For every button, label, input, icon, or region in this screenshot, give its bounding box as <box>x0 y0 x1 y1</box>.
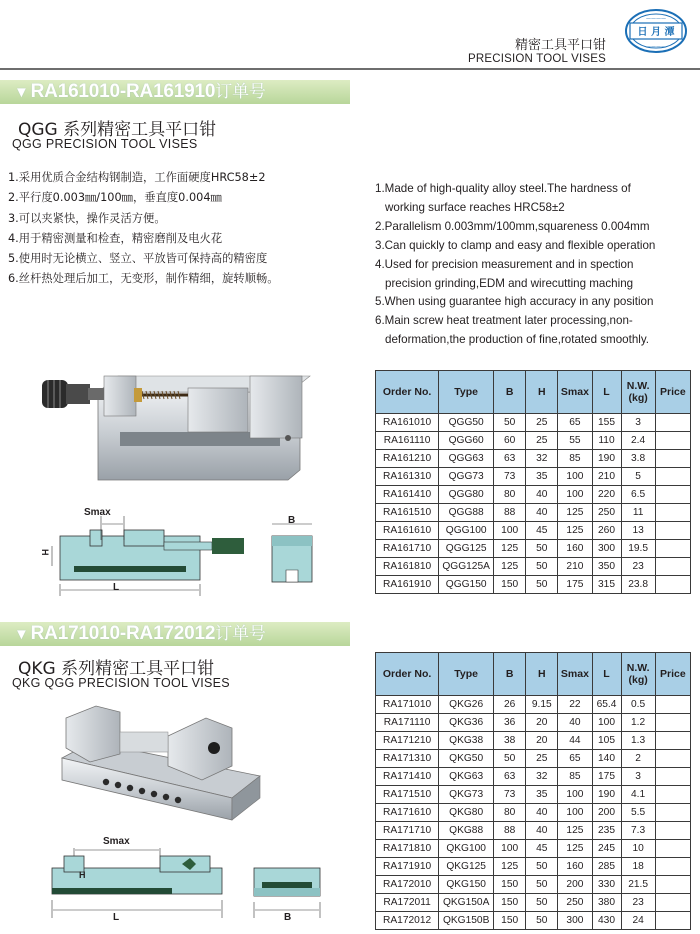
table-cell: 60 <box>494 432 526 450</box>
qkg-b-label: B <box>284 912 292 923</box>
qgg-l-label: L <box>113 582 120 593</box>
table-cell: 0.5 <box>621 696 655 714</box>
table-cell <box>655 750 690 768</box>
table-cell: 40 <box>526 804 558 822</box>
table-cell: 100 <box>558 786 592 804</box>
table-cell: 35 <box>526 468 558 486</box>
table-cell <box>655 912 690 930</box>
table-cell <box>655 894 690 912</box>
table-header-row <box>376 371 691 414</box>
table-cell: RA161910 <box>376 576 439 594</box>
section1-banner-text <box>14 80 266 104</box>
table-cell: QKG38 <box>439 732 494 750</box>
table-cell: 190 <box>592 450 621 468</box>
col-h: H <box>526 371 558 414</box>
table-cell: 50 <box>494 750 526 768</box>
table-cell: 88 <box>494 822 526 840</box>
table-cell: RA171610 <box>376 804 439 822</box>
table-cell <box>655 768 690 786</box>
table-cell: 63 <box>494 450 526 468</box>
table-cell: 300 <box>592 540 621 558</box>
table-cell: RA161810 <box>376 558 439 576</box>
table-cell: 1.2 <box>621 714 655 732</box>
section2-banner-text <box>14 622 266 646</box>
table-cell: RA171910 <box>376 858 439 876</box>
section1-title-en: QGG PRECISION TOOL VISES <box>12 137 198 151</box>
table-cell: 200 <box>592 804 621 822</box>
table-row <box>376 732 691 750</box>
table-cell: RA171710 <box>376 822 439 840</box>
table-cell: 32 <box>526 450 558 468</box>
feature-cn: 6.丝杆热处理后加工，无变形，制作精细，旋转顺畅。 <box>8 272 279 286</box>
table-cell: 330 <box>592 876 621 894</box>
table-cell: 85 <box>558 450 592 468</box>
feature-en: 3.Can quickly to clamp and easy and flexible operation <box>375 238 656 252</box>
table-cell: 55 <box>558 432 592 450</box>
feature-en: 2.Parallelism 0.003mm/100mm,squareness 0.004mm <box>375 219 650 233</box>
table-cell: 88 <box>494 504 526 522</box>
table-cell: QKG150B <box>439 912 494 930</box>
table-cell: 100 <box>494 840 526 858</box>
table-cell: 45 <box>526 840 558 858</box>
qkg-l-label: L <box>113 912 120 923</box>
feature-en: 5.When using guarantee high accuracy in any position <box>375 295 654 309</box>
table-cell: 100 <box>558 468 592 486</box>
table-cell <box>655 486 690 504</box>
table-cell: 22 <box>558 696 592 714</box>
table-cell: 23.8 <box>621 576 655 594</box>
table-cell: QGG125 <box>439 540 494 558</box>
table-cell: RA172012 <box>376 912 439 930</box>
svg-text:日 月 潭: 日 月 潭 <box>637 27 675 38</box>
table-cell: RA171810 <box>376 840 439 858</box>
table-cell: 250 <box>592 504 621 522</box>
table-cell: 100 <box>558 804 592 822</box>
table-cell: RA171310 <box>376 750 439 768</box>
table-cell: 50 <box>526 876 558 894</box>
table-cell: QKG150A <box>439 894 494 912</box>
table-cell: 50 <box>526 558 558 576</box>
table-cell: 7.3 <box>621 822 655 840</box>
table-cell: QGG63 <box>439 450 494 468</box>
table-cell: 210 <box>592 468 621 486</box>
col-type: Type <box>439 371 494 414</box>
table-cell: 350 <box>592 558 621 576</box>
table-cell: QGG60 <box>439 432 494 450</box>
table-cell: 380 <box>592 894 621 912</box>
table-cell: 100 <box>494 522 526 540</box>
table-cell: QKG63 <box>439 768 494 786</box>
table-cell: 40 <box>558 714 592 732</box>
table-cell: 50 <box>526 540 558 558</box>
table-cell: 150 <box>494 912 526 930</box>
table-row <box>376 804 691 822</box>
table-cell: 3 <box>621 768 655 786</box>
table-cell: 50 <box>526 576 558 594</box>
col-type: Type <box>439 653 494 696</box>
svg-text:————: ———— <box>646 44 666 50</box>
table-cell: 19.5 <box>621 540 655 558</box>
table-cell: QKG88 <box>439 822 494 840</box>
table-cell: 32 <box>526 768 558 786</box>
table-cell: QKG125 <box>439 858 494 876</box>
section1-order-label: 订单号 <box>215 82 266 102</box>
brand-logo <box>624 8 688 54</box>
qgg-b-label: B <box>288 515 296 526</box>
table-cell: QKG50 <box>439 750 494 768</box>
qkg-spec-table <box>375 652 691 930</box>
table-row <box>376 504 691 522</box>
table-row <box>376 522 691 540</box>
table-cell: 35 <box>526 786 558 804</box>
table-cell: RA172011 <box>376 894 439 912</box>
feature-cn: 5.使用时无论横立、竖立、平放皆可保持高的精密度 <box>8 252 268 266</box>
table-cell: QKG150 <box>439 876 494 894</box>
table-row <box>376 876 691 894</box>
feature-en: 1.Made of high-quality alloy steel.The hardness of <box>375 182 631 195</box>
table-cell: 50 <box>526 894 558 912</box>
qgg-vise-image <box>38 362 320 502</box>
table-cell: 11 <box>621 504 655 522</box>
table-cell: RA161210 <box>376 450 439 468</box>
table-cell: 26 <box>494 696 526 714</box>
table-cell: 80 <box>494 804 526 822</box>
table-cell: 23 <box>621 894 655 912</box>
feature-cn: 1.采用优质合金结构钢制造，工作面硬度HRC58±2 <box>8 171 266 184</box>
section2-title-en: QKG QGG PRECISION TOOL VISES <box>12 676 230 690</box>
table-cell: 160 <box>558 858 592 876</box>
table-cell: 24 <box>621 912 655 930</box>
qgg-smax-label: Smax <box>84 507 111 518</box>
table-cell <box>655 696 690 714</box>
table-cell: 150 <box>494 894 526 912</box>
table-cell: 40 <box>526 822 558 840</box>
col-nw: N.W. (kg) <box>621 653 655 696</box>
table-row <box>376 894 691 912</box>
table-cell: 105 <box>592 732 621 750</box>
table-row <box>376 450 691 468</box>
table-cell <box>655 576 690 594</box>
table-cell: QKG36 <box>439 714 494 732</box>
table-cell <box>655 786 690 804</box>
table-cell: 300 <box>558 912 592 930</box>
feature-cn: 3.可以夹紧快，操作灵活方便。 <box>8 211 166 225</box>
col-smax: Smax <box>558 653 592 696</box>
table-cell: 100 <box>558 486 592 504</box>
table-cell: QGG88 <box>439 504 494 522</box>
table-cell: 23 <box>621 558 655 576</box>
table-cell: 175 <box>558 576 592 594</box>
table-row <box>376 696 691 714</box>
col-b: B <box>494 653 526 696</box>
table-cell: 5 <box>621 468 655 486</box>
triangle-icon: ▼ <box>14 626 29 643</box>
table-cell: 73 <box>494 468 526 486</box>
table-cell: 6.5 <box>621 486 655 504</box>
table-cell: 220 <box>592 486 621 504</box>
table-row <box>376 858 691 876</box>
table-cell: RA161310 <box>376 468 439 486</box>
table-cell: 155 <box>592 414 621 432</box>
section1-features-en <box>375 180 655 350</box>
col-h: H <box>526 653 558 696</box>
table-header-row <box>376 653 691 696</box>
table-cell: 20 <box>526 732 558 750</box>
col-l: L <box>592 653 621 696</box>
table-cell: 1.3 <box>621 732 655 750</box>
table-cell: 65 <box>558 414 592 432</box>
table-cell: 45 <box>526 522 558 540</box>
table-cell: 40 <box>526 504 558 522</box>
feature-cn: 4.用于精密测量和检查，精密磨削及电火花 <box>8 231 223 245</box>
table-cell: 50 <box>526 858 558 876</box>
header-title-cn: 精密工具平口钳 <box>514 38 606 53</box>
table-row <box>376 714 691 732</box>
qgg-spec-table <box>375 370 691 594</box>
table-cell: 125 <box>494 858 526 876</box>
table-cell <box>655 504 690 522</box>
table-cell: 50 <box>494 414 526 432</box>
table-cell: 85 <box>558 768 592 786</box>
table-cell: 110 <box>592 432 621 450</box>
table-cell: 38 <box>494 732 526 750</box>
table-cell: RA161710 <box>376 540 439 558</box>
table-cell: 80 <box>494 486 526 504</box>
table-cell: 125 <box>558 522 592 540</box>
table-cell <box>655 450 690 468</box>
table-cell: 150 <box>494 876 526 894</box>
table-cell: 125 <box>494 540 526 558</box>
table-row <box>376 786 691 804</box>
table-cell: 25 <box>526 750 558 768</box>
table-cell: 65 <box>558 750 592 768</box>
qgg-h-label: H <box>40 549 50 556</box>
table-cell <box>655 468 690 486</box>
table-cell: QKG73 <box>439 786 494 804</box>
table-row <box>376 912 691 930</box>
table-cell: QKG80 <box>439 804 494 822</box>
table-cell <box>655 558 690 576</box>
table-cell: 3.8 <box>621 450 655 468</box>
table-cell <box>655 822 690 840</box>
table-row <box>376 540 691 558</box>
table-cell: 210 <box>558 558 592 576</box>
table-row <box>376 558 691 576</box>
table-cell: QKG26 <box>439 696 494 714</box>
qkg-vise-image <box>56 702 266 824</box>
triangle-icon: ▼ <box>14 84 29 101</box>
table-cell: 125 <box>558 822 592 840</box>
table-cell: 65.4 <box>592 696 621 714</box>
table-cell <box>655 840 690 858</box>
table-cell: 21.5 <box>621 876 655 894</box>
table-cell: RA171010 <box>376 696 439 714</box>
col-order-no: Order No. <box>376 371 439 414</box>
table-cell: 235 <box>592 822 621 840</box>
table-row <box>376 576 691 594</box>
col-order-no: Order No. <box>376 653 439 696</box>
table-cell: 285 <box>592 858 621 876</box>
table-cell: QGG50 <box>439 414 494 432</box>
table-cell: QGG100 <box>439 522 494 540</box>
table-cell: 25 <box>526 432 558 450</box>
feature-en: deformation,the production of fine,rotated smoothly. <box>385 333 650 347</box>
table-cell: QGG150 <box>439 576 494 594</box>
table-cell <box>655 414 690 432</box>
table-cell: 140 <box>592 750 621 768</box>
table-cell: 190 <box>592 786 621 804</box>
col-price: Price <box>655 653 690 696</box>
header-title-en: PRECISION TOOL VISES <box>468 53 606 65</box>
table-cell <box>655 732 690 750</box>
table-cell: 50 <box>526 912 558 930</box>
table-row <box>376 486 691 504</box>
table-row <box>376 768 691 786</box>
table-cell: 2 <box>621 750 655 768</box>
table-row <box>376 468 691 486</box>
table-cell: 100 <box>592 714 621 732</box>
table-cell: 13 <box>621 522 655 540</box>
table-cell: 4.1 <box>621 786 655 804</box>
table-cell: RA171110 <box>376 714 439 732</box>
table-cell: RA161610 <box>376 522 439 540</box>
table-cell: 125 <box>558 504 592 522</box>
table-cell: 25 <box>526 414 558 432</box>
table-cell: 125 <box>494 558 526 576</box>
table-cell: 63 <box>494 768 526 786</box>
table-cell: 150 <box>494 576 526 594</box>
qgg-dimension-diagram <box>38 510 328 600</box>
feature-en: working surface reaches HRC58±2 <box>385 200 565 214</box>
col-smax: Smax <box>558 371 592 414</box>
table-cell: RA161510 <box>376 504 439 522</box>
table-row <box>376 822 691 840</box>
qkg-h-label: H <box>79 870 86 880</box>
table-cell: 73 <box>494 786 526 804</box>
feature-en: 4.Used for precision measurement and in spection <box>375 257 634 271</box>
table-cell: 3 <box>621 414 655 432</box>
table-cell <box>655 432 690 450</box>
table-cell: 430 <box>592 912 621 930</box>
table-row <box>376 840 691 858</box>
table-cell <box>655 540 690 558</box>
table-cell: QGG73 <box>439 468 494 486</box>
section2-title-cn: QKG 系列精密工具平口钳 <box>18 659 215 679</box>
table-cell: QGG80 <box>439 486 494 504</box>
table-cell: RA161410 <box>376 486 439 504</box>
table-row <box>376 750 691 768</box>
table-cell: RA171410 <box>376 768 439 786</box>
table-cell: 250 <box>558 894 592 912</box>
feature-en: 6.Main screw heat treatment later processing,non- <box>375 314 633 328</box>
table-cell <box>655 804 690 822</box>
table-cell <box>655 522 690 540</box>
col-price: Price <box>655 371 690 414</box>
table-cell: RA161010 <box>376 414 439 432</box>
table-cell: 175 <box>592 768 621 786</box>
table-cell: 5.5 <box>621 804 655 822</box>
table-cell: RA171510 <box>376 786 439 804</box>
table-cell: RA172010 <box>376 876 439 894</box>
table-cell: 2.4 <box>621 432 655 450</box>
section2-order-label: 订单号 <box>215 624 266 644</box>
section2-order-range: RA171010-RA172012 <box>30 623 216 644</box>
table-cell: QGG125A <box>439 558 494 576</box>
table-cell: 44 <box>558 732 592 750</box>
table-cell: 10 <box>621 840 655 858</box>
table-cell: 36 <box>494 714 526 732</box>
table-cell: 20 <box>526 714 558 732</box>
table-cell: 125 <box>558 840 592 858</box>
feature-en: precision grinding,EDM and wirecutting maching <box>385 276 634 290</box>
col-nw: N.W. (kg) <box>621 371 655 414</box>
table-cell: 40 <box>526 486 558 504</box>
table-cell <box>655 714 690 732</box>
table-cell: 160 <box>558 540 592 558</box>
svg-text:————: ———— <box>646 16 666 22</box>
col-l: L <box>592 371 621 414</box>
table-cell <box>655 858 690 876</box>
table-cell: RA161110 <box>376 432 439 450</box>
section1-features-cn <box>8 168 279 290</box>
section1-order-range: RA161010-RA161910 <box>30 81 216 102</box>
header-divider <box>0 68 700 70</box>
table-cell: 200 <box>558 876 592 894</box>
feature-cn: 2.平行度0.003㎜/100㎜，垂直度0.004㎜ <box>8 191 222 205</box>
qkg-smax-label: Smax <box>103 836 130 847</box>
table-row <box>376 414 691 432</box>
section1-title-cn: QGG 系列精密工具平口钳 <box>18 120 217 140</box>
table-cell <box>655 876 690 894</box>
table-cell: RA171210 <box>376 732 439 750</box>
table-cell: 18 <box>621 858 655 876</box>
table-cell: 315 <box>592 576 621 594</box>
table-cell: 245 <box>592 840 621 858</box>
table-row <box>376 432 691 450</box>
table-cell: 9.15 <box>526 696 558 714</box>
table-cell: 260 <box>592 522 621 540</box>
col-b: B <box>494 371 526 414</box>
table-cell: QKG100 <box>439 840 494 858</box>
